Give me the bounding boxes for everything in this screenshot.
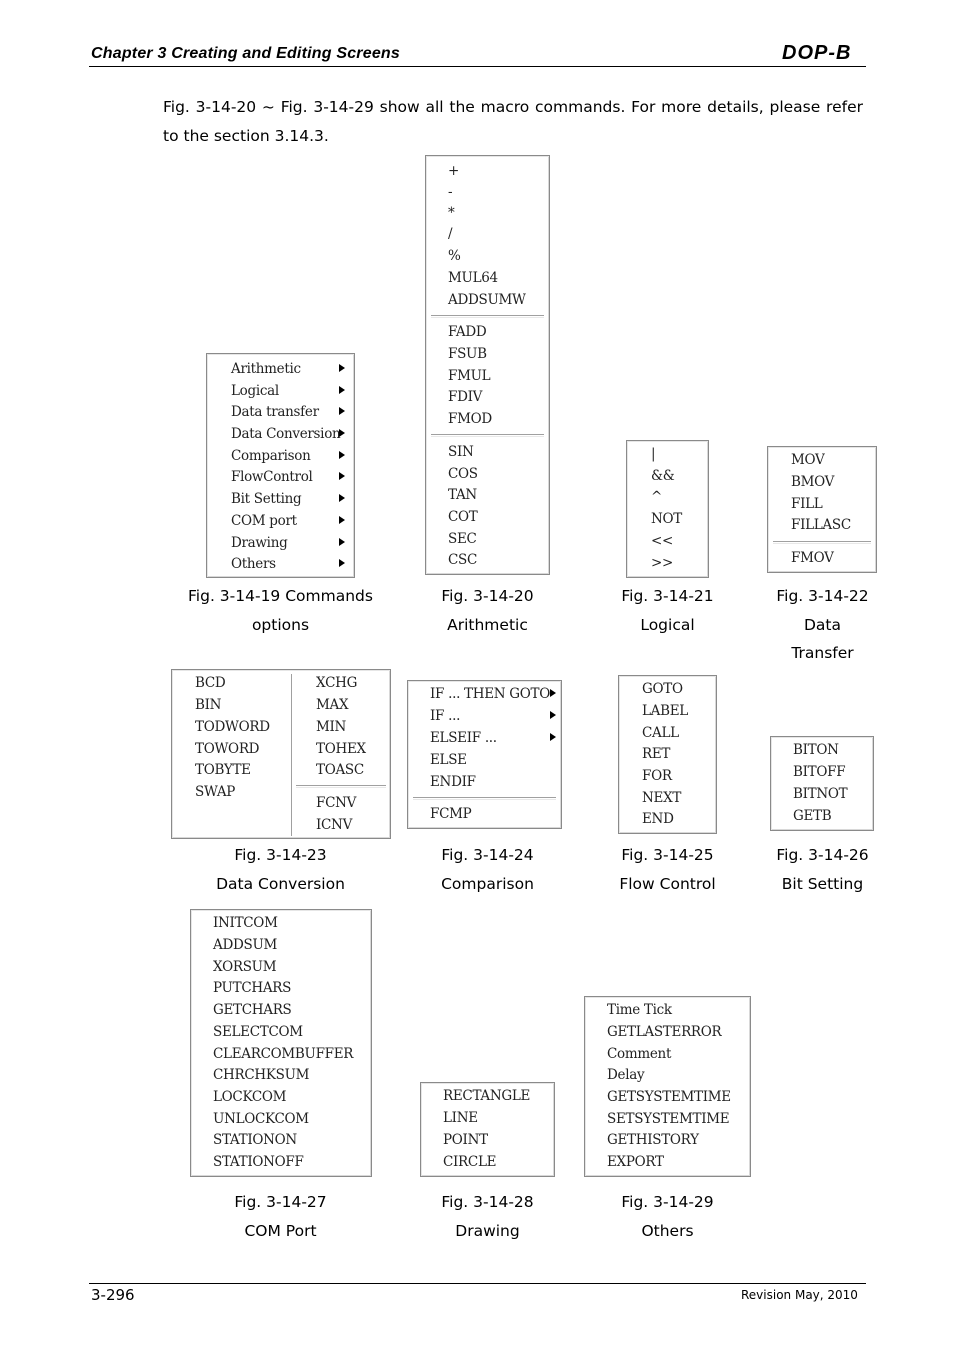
menu-item-biton[interactable]: BITON [793, 742, 839, 758]
menu-item-unlockcom[interactable]: UNLOCKCOM [213, 1111, 309, 1127]
menu-item-ret[interactable]: RET [642, 746, 671, 762]
menu-item-gethistory[interactable]: GETHISTORY [607, 1132, 699, 1148]
submenu-arrow-icon [339, 559, 345, 567]
menu-item-fill[interactable]: FILL [791, 496, 823, 512]
caption-fig-3-14-21: Fig. 3-14-21 Logical [621, 587, 714, 634]
submenu-arrow-icon [339, 364, 345, 372]
menu-item-next[interactable]: NEXT [642, 790, 682, 806]
menu-item-goto[interactable]: GOTO [642, 681, 683, 697]
submenu-arrow-icon [339, 472, 345, 480]
menu-item-addsumw[interactable]: ADDSUMW [448, 292, 526, 308]
menu-item-label[interactable]: LABEL [642, 703, 688, 719]
menu-item-xchg[interactable]: XCHG [316, 675, 358, 691]
menu-item-comparison[interactable]: Comparison [231, 448, 311, 464]
menu-item-clearcombuffer[interactable]: CLEARCOMBUFFER [213, 1046, 354, 1062]
caption-fig-3-14-23: Fig. 3-14-23 Data Conversion [216, 846, 345, 893]
menu-item-multiply[interactable]: * [448, 205, 455, 221]
menu-separator [773, 541, 871, 543]
menu-item-toasc[interactable]: TOASC [316, 762, 364, 778]
submenu-arrow-icon [339, 451, 345, 459]
menu-item-modulo[interactable]: % [448, 248, 461, 264]
header-rule [89, 66, 866, 67]
menu-item-min[interactable]: MIN [316, 719, 347, 735]
menu-item-if[interactable]: IF ... [430, 708, 461, 724]
menu-item-others[interactable]: Others [231, 556, 276, 572]
menu-item-addsum[interactable]: ADDSUM [213, 937, 278, 953]
arithmetic-menu [425, 155, 550, 575]
menu-item-setsystemtime[interactable]: SETSYSTEMTIME [607, 1111, 730, 1127]
dop-b-logo: DOP-B [782, 42, 852, 64]
menu-item-tobyte[interactable]: TOBYTE [195, 762, 251, 778]
menu-separator [431, 434, 544, 436]
bit-setting-menu [770, 736, 874, 831]
submenu-arrow-icon [550, 711, 556, 719]
menu-item-rectangle[interactable]: RECTANGLE [443, 1088, 531, 1104]
menu-item-plus[interactable]: + [448, 163, 460, 179]
menu-item-lockcom[interactable]: LOCKCOM [213, 1089, 287, 1105]
menu-separator [431, 315, 544, 317]
caption-fig-3-14-25: Fig. 3-14-25 Flow Control [619, 846, 716, 893]
caption-fig-3-14-28: Fig. 3-14-28 Drawing [441, 1193, 534, 1240]
menu-item-bmov[interactable]: BMOV [791, 474, 835, 490]
caption-fig-3-14-19: Fig. 3-14-19 Commands options [188, 587, 373, 634]
submenu-arrow-icon [339, 386, 345, 394]
menu-item-bcd[interactable]: BCD [195, 675, 226, 691]
menu-item-drawing[interactable]: Drawing [231, 535, 288, 551]
menu-separator [296, 785, 386, 787]
menu-item-xor[interactable]: ^ [651, 489, 663, 505]
submenu-arrow-icon [339, 429, 345, 437]
menu-item-icnv[interactable]: ICNV [316, 817, 353, 833]
submenu-arrow-icon [550, 689, 556, 697]
menu-item-putchars[interactable]: PUTCHARS [213, 980, 292, 996]
menu-item-com-port[interactable]: COM port [231, 513, 297, 529]
caption-fig-3-14-29: Fig. 3-14-29 Others [621, 1193, 714, 1240]
menu-item-elseif[interactable]: ELSEIF ... [430, 730, 497, 746]
menu-item-tan[interactable]: TAN [448, 487, 477, 503]
menu-item-export[interactable]: EXPORT [607, 1154, 664, 1170]
caption-fig-3-14-27: Fig. 3-14-27 COM Port [234, 1193, 327, 1240]
caption-fig-3-14-26: Fig. 3-14-26 Bit Setting [776, 846, 869, 893]
caption-fig-3-14-24: Fig. 3-14-24 Comparison [441, 846, 534, 893]
footer-rule [89, 1283, 866, 1284]
menu-item-circle[interactable]: CIRCLE [443, 1154, 497, 1170]
menu-item-else[interactable]: ELSE [430, 752, 467, 768]
menu-item-end[interactable]: END [642, 811, 674, 827]
menu-item-fsub[interactable]: FSUB [448, 346, 487, 362]
menu-item-getlasterror[interactable]: GETLASTERROR [607, 1024, 722, 1040]
page-number: 3-296 [91, 1286, 135, 1304]
menu-item-csc[interactable]: CSC [448, 552, 478, 568]
menu-item-tohex[interactable]: TOHEX [316, 741, 366, 757]
menu-item-fcnv[interactable]: FCNV [316, 795, 357, 811]
menu-item-divide[interactable]: / [448, 226, 453, 242]
menu-item-delay[interactable]: Delay [607, 1067, 645, 1083]
submenu-arrow-icon [339, 538, 345, 546]
menu-item-fillasc[interactable]: FILLASC [791, 517, 851, 533]
menu-item-stationoff[interactable]: STATIONOFF [213, 1154, 304, 1170]
others-menu [584, 996, 751, 1177]
menu-item-flowcontrol[interactable]: FlowControl [231, 469, 313, 485]
menu-item-logical[interactable]: Logical [231, 383, 279, 399]
menu-item-point[interactable]: POINT [443, 1132, 488, 1148]
menu-item-comment[interactable]: Comment [607, 1046, 672, 1062]
menu-item-bin[interactable]: BIN [195, 697, 222, 713]
menu-item-bitoff[interactable]: BITOFF [793, 764, 846, 780]
menu-item-for[interactable]: FOR [642, 768, 672, 784]
menu-item-shift-left[interactable]: << [651, 533, 674, 549]
menu-item-bitnot[interactable]: BITNOT [793, 786, 848, 802]
menu-item-call[interactable]: CALL [642, 725, 679, 741]
comparison-menu [407, 680, 562, 829]
menu-item-mov[interactable]: MOV [791, 452, 825, 468]
menu-item-fmod[interactable]: FMOD [448, 411, 492, 427]
menu-item-line[interactable]: LINE [443, 1110, 478, 1126]
menu-item-and[interactable]: && [651, 468, 675, 484]
submenu-arrow-icon [339, 516, 345, 524]
data-conversion-menu [171, 669, 391, 839]
menu-item-arithmetic[interactable]: Arithmetic [231, 361, 301, 377]
caption-fig-3-14-20: Fig. 3-14-20 Arithmetic [441, 587, 534, 634]
submenu-arrow-icon [339, 407, 345, 415]
menu-item-fdiv[interactable]: FDIV [448, 389, 483, 405]
menu-item-stationon[interactable]: STATIONON [213, 1132, 297, 1148]
menu-item-if-then-goto[interactable]: IF ... THEN GOTO [430, 686, 551, 702]
submenu-arrow-icon [339, 494, 345, 502]
intro-paragraph: Fig. 3-14-20 ~ Fig. 3-14-29 show all the macro commands. For more details, please refer to the section 3.14.3. [163, 98, 863, 145]
menu-item-chrchksum[interactable]: CHRCHKSUM [213, 1067, 310, 1083]
menu-item-or[interactable]: | [651, 446, 656, 462]
menu-item-cos[interactable]: COS [448, 466, 478, 482]
menu-item-initcom[interactable]: INITCOM [213, 915, 278, 931]
menu-item-sin[interactable]: SIN [448, 444, 474, 460]
caption-fig-3-14-22: Fig. 3-14-22 Data Transfer [776, 587, 869, 662]
flow-control-menu [618, 675, 717, 834]
menu-item-fadd[interactable]: FADD [448, 324, 487, 340]
menu-item-toword[interactable]: TOWORD [195, 741, 260, 757]
menu-item-getchars[interactable]: GETCHARS [213, 1002, 292, 1018]
menu-separator [413, 797, 556, 799]
menu-item-swap[interactable]: SWAP [195, 784, 236, 800]
menu-item-cot[interactable]: COT [448, 509, 478, 525]
menu-item-getb[interactable]: GETB [793, 808, 832, 824]
menu-item-max[interactable]: MAX [316, 697, 349, 713]
menu-item-selectcom[interactable]: SELECTCOM [213, 1024, 303, 1040]
data-transfer-menu [767, 446, 877, 573]
menu-item-bit-setting[interactable]: Bit Setting [231, 491, 302, 507]
menu-item-not[interactable]: NOT [651, 511, 682, 527]
menu-item-data-conversion[interactable]: Data Conversion [231, 426, 341, 442]
logical-menu [626, 440, 709, 578]
revision-date: Revision May, 2010 [741, 1288, 858, 1302]
column-separator [291, 674, 293, 836]
menu-item-endif[interactable]: ENDIF [430, 774, 476, 790]
chapter-title: Chapter 3 Creating and Editing Screens [91, 45, 400, 62]
menu-item-todword[interactable]: TODWORD [195, 719, 270, 735]
menu-item-mul64[interactable]: MUL64 [448, 270, 498, 286]
menu-item-getsystemtime[interactable]: GETSYSTEMTIME [607, 1089, 731, 1105]
submenu-arrow-icon [550, 733, 556, 741]
menu-item-xorsum[interactable]: XORSUM [213, 959, 277, 975]
menu-item-sec[interactable]: SEC [448, 531, 477, 547]
com-port-menu [190, 909, 372, 1177]
drawing-menu [420, 1082, 555, 1177]
menu-item-shift-right[interactable]: >> [651, 555, 674, 571]
commands-options-menu [206, 353, 355, 578]
menu-item-fmul[interactable]: FMUL [448, 368, 491, 384]
menu-item-time-tick[interactable]: Time Tick [607, 1002, 672, 1018]
menu-item-fcmp[interactable]: FCMP [430, 806, 472, 822]
menu-item-fmov[interactable]: FMOV [791, 550, 834, 566]
menu-item-minus[interactable]: - [448, 184, 453, 200]
menu-item-data-transfer[interactable]: Data transfer [231, 404, 319, 420]
